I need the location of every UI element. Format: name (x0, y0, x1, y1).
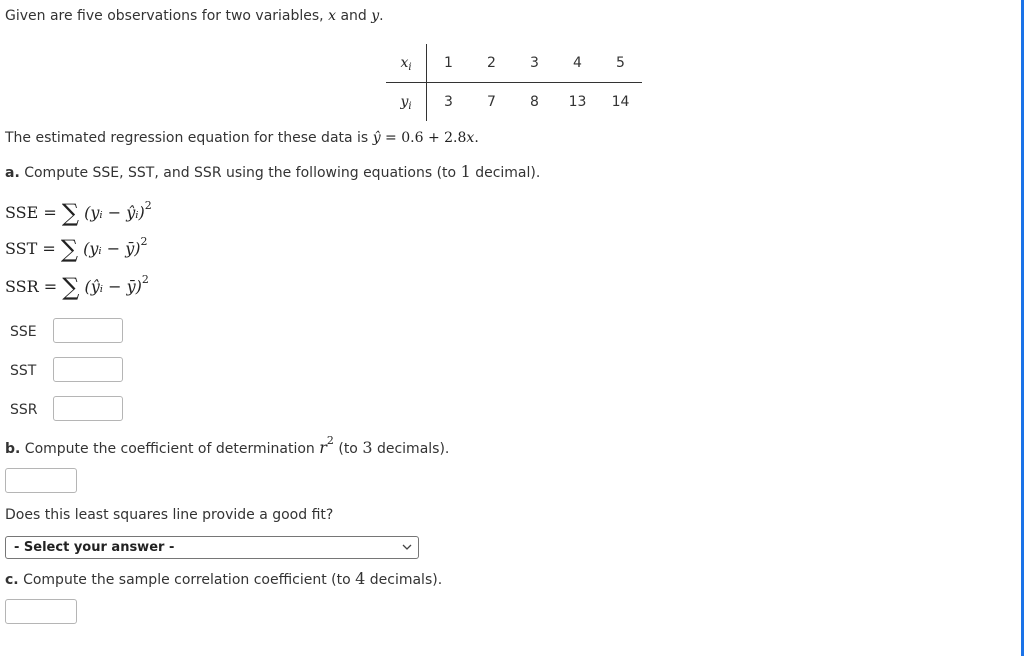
x-value: 5 (599, 44, 642, 83)
r-squared-input[interactable] (5, 468, 77, 493)
ssr-formula: SSR = ∑ (ŷᵢ − ȳ)$^2$ (5, 273, 149, 301)
y-value: 8 (530, 94, 539, 110)
sst-formula: SST = ∑ (yᵢ − ȳ)$^2$ (5, 235, 148, 263)
x-value: 4 (556, 44, 599, 83)
sse-formula: SSE = ∑ (yᵢ − ŷᵢ)$^2$ (5, 199, 152, 227)
intro-text: Given are five observations for two variables, x and y. (5, 8, 384, 24)
part-c-heading: c. Compute the sample correlation coefficient (to 4 decimals). (5, 569, 443, 588)
good-fit-select[interactable] (5, 536, 419, 559)
sigma-icon: ∑ (60, 235, 79, 263)
sst-input[interactable] (53, 357, 123, 382)
sse-label: SSE (10, 324, 37, 340)
y-row-label: $y_i$ (386, 83, 427, 122)
correlation-input[interactable] (5, 599, 77, 624)
regression-equation: The estimated regression equation for these data is ŷ = 0.6 + 2.8x. (5, 130, 479, 146)
part-b-heading: b. Compute the coefficient of determination $r^2$ (to 3 decimals). (5, 434, 450, 457)
x-value: 1 (427, 44, 471, 83)
ssr-label: SSR (10, 402, 38, 418)
y-value: 3 (444, 94, 453, 110)
x-value: 3 (513, 44, 556, 83)
good-fit-select-value: - Select your answer - (14, 540, 175, 555)
x-value: 2 (470, 44, 513, 83)
ssr-input[interactable] (53, 396, 123, 421)
sse-input[interactable] (53, 318, 123, 343)
fit-question: Does this least squares line provide a good fit? (5, 507, 334, 523)
part-a-heading: a. Compute SSE, SST, and SSR using the following equations (to 1 decimal). (5, 162, 541, 181)
y-row (386, 83, 642, 122)
y-value: 7 (487, 94, 496, 110)
sst-label: SST (10, 363, 37, 379)
sigma-icon: ∑ (61, 199, 80, 227)
observation-table (386, 44, 642, 121)
x-row-label: $x_i$ (386, 44, 427, 83)
sigma-icon: ∑ (62, 273, 80, 301)
y-value: 14 (611, 94, 630, 110)
y-value: 13 (568, 94, 587, 110)
chevron-down-icon (402, 542, 412, 552)
x-row (386, 44, 642, 83)
